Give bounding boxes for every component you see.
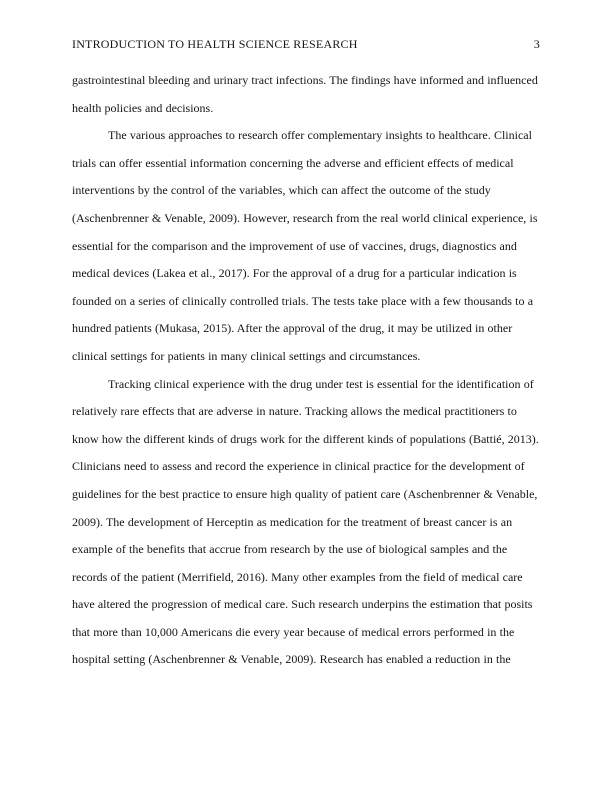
page-number: 3: [533, 37, 540, 51]
body-paragraph: Tracking clinical experience with the drug under test is essential for the identification of relatively rare effects that are adverse in nature. Tracking allows the medical practitioners to know how the different kinds of drugs work for the different kinds of populations (Battié, 2013). Clinicians need to assess and record the experience in clinical practice for the development of guidelines for the best practice to ensure high quality of patient care (Aschenbrenner & Venable, 2009). The development of Herceptin as medication for the treatment of breast cancer is an example of the benefits that accrue from research by the use of biological samples and the records of the patient (Merrifield, 2016). Many other examples from the field of medical care have altered the progression of medical care. Such research underpins the estimation that posits that more than 10,000 Americans die every year because of medical errors performed in the hospital setting (Aschenbrenner & Venable, 2009). Research has enabled a reduction in the: [72, 376, 539, 667]
body-paragraph: gastrointestinal bleeding and urinary tract infections. The findings have informed and influenced health policies and decisions.: [72, 73, 538, 115]
document-body: [72, 67, 540, 674]
running-header: [72, 36, 540, 52]
body-paragraph: The various approaches to research offer complementary insights to healthcare. Clinical trials can offer essential information concerning the adverse and efficient effects of medical interventions by the control of the variables, which can affect the outcome of the study (Aschenbrenner & Venable, 2009). However, research from the real world clinical experience, is essential for the comparison and the improvement of use of vaccines, drugs, diagnostics and medical devices (Lakea et al., 2017). For the approval of a drug for a particular indication is founded on a series of clinically controlled trials. The tests take place with a few thousands to a hundred patients (Mukasa, 2015). After the approval of the drug, it may be utilized in other clinical settings for patients in many clinical settings and circumstances.: [72, 128, 538, 363]
running-head-title: INTRODUCTION TO HEALTH SCIENCE RESEARCH: [72, 37, 358, 51]
